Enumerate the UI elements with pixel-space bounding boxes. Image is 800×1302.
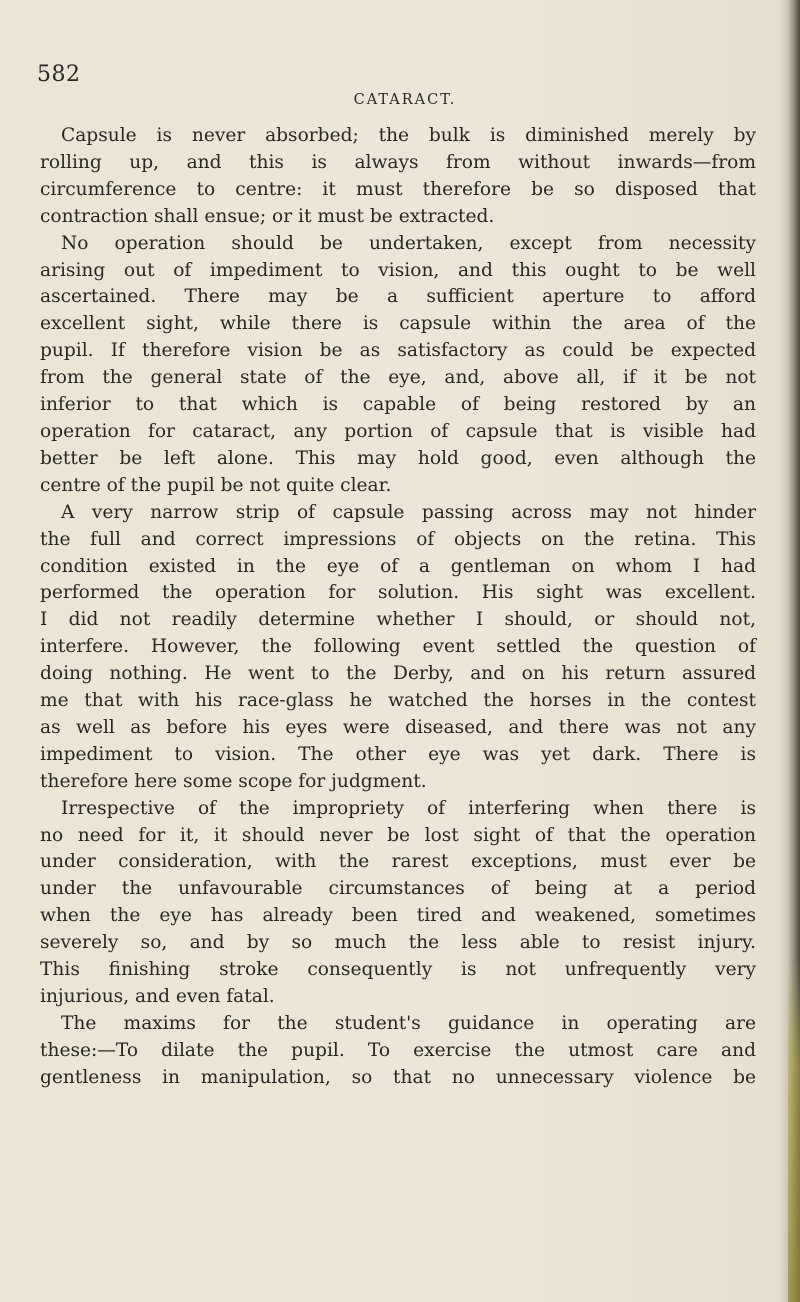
text-line: impediment to vision. The other eye was yet dark. There is xyxy=(40,743,756,765)
text-line: ascertained. There may be a sufficient aperture to afford xyxy=(40,286,756,308)
text-line: A very narrow strip of capsule passing across may not hinder xyxy=(61,501,756,523)
text-line: severely so, and by so much the less able to resist injury. xyxy=(40,932,756,954)
text-line: better be left alone. This may hold good, even although the xyxy=(40,447,756,469)
text-line: I did not readily determine whether I should, or should not, xyxy=(40,609,756,631)
text-line: arising out of impediment to vision, and this ought to be well xyxy=(40,259,756,281)
text-line: under consideration, with the rarest exceptions, must ever be xyxy=(40,851,756,873)
paragraph xyxy=(40,796,756,1011)
text-line: contraction shall ensue; or it must be extracted. xyxy=(40,205,495,227)
running-head xyxy=(0,92,800,108)
text-line: No operation should be undertaken, except from necessity xyxy=(61,232,756,254)
page-edge-stain xyxy=(788,960,800,1302)
text-line: as well as before his eyes were diseased, and there was not any xyxy=(40,716,756,738)
text-line: doing nothing. He went to the Derby, and on his return assured xyxy=(40,663,756,685)
paragraph xyxy=(40,123,756,231)
text-line: operation for cataract, any portion of capsule that is visible had xyxy=(40,420,756,442)
text-line: therefore here some scope for judgment. xyxy=(40,770,427,792)
text-line: when the eye has already been tired and weakened, sometimes xyxy=(40,905,756,927)
text-line: injurious, and even fatal. xyxy=(40,986,275,1007)
text-line: This finishing stroke consequently is not unfrequently very xyxy=(40,959,756,981)
text-line: centre of the pupil be not quite clear. xyxy=(40,474,392,496)
running-head-text: CATARACT. xyxy=(353,92,457,108)
text-line: rolling up, and this is always from without inwards—from xyxy=(40,151,756,173)
page-number: 582 xyxy=(37,62,81,87)
text-line: interfere. However, the following event settled the question of xyxy=(40,636,756,658)
text-line: inferior to that which is capable of being restored by an xyxy=(40,394,756,416)
text-line: excellent sight, while there is capsule within the area of the xyxy=(40,313,756,335)
text-line: Capsule is never absorbed; the bulk is diminished merely by xyxy=(61,125,756,146)
paragraph xyxy=(40,231,756,500)
paragraph xyxy=(40,500,756,796)
text-line: circumference to centre: it must therefore be so disposed that xyxy=(40,178,756,200)
text-line: performed the operation for solution. His sight was excellent. xyxy=(40,582,756,604)
text-line: these:—To dilate the pupil. To exercise the utmost care and xyxy=(40,1039,756,1061)
text-line: me that with his race-glass he watched the horses in the contest xyxy=(40,690,756,712)
text-line: no need for it, it should never be lost sight of that the operation xyxy=(40,824,756,846)
text-line: under the unfavourable circumstances of being at a period xyxy=(40,878,756,900)
body-text xyxy=(40,123,756,1092)
text-line: pupil. If therefore vision be as satisfactory as could be expected xyxy=(40,340,756,362)
text-line: gentleness in manipulation, so that no unnecessary violence be xyxy=(40,1066,756,1088)
text-line: from the general state of the eye, and, above all, if it be not xyxy=(40,367,756,389)
text-line: the full and correct impressions of objects on the retina. This xyxy=(40,528,756,550)
text-line: condition existed in the eye of a gentleman on whom I had xyxy=(40,555,756,577)
text-line: Irrespective of the impropriety of interfering when there is xyxy=(61,797,756,819)
paragraph xyxy=(40,1011,756,1092)
text-line: The maxims for the student's guidance in operating are xyxy=(61,1012,756,1034)
